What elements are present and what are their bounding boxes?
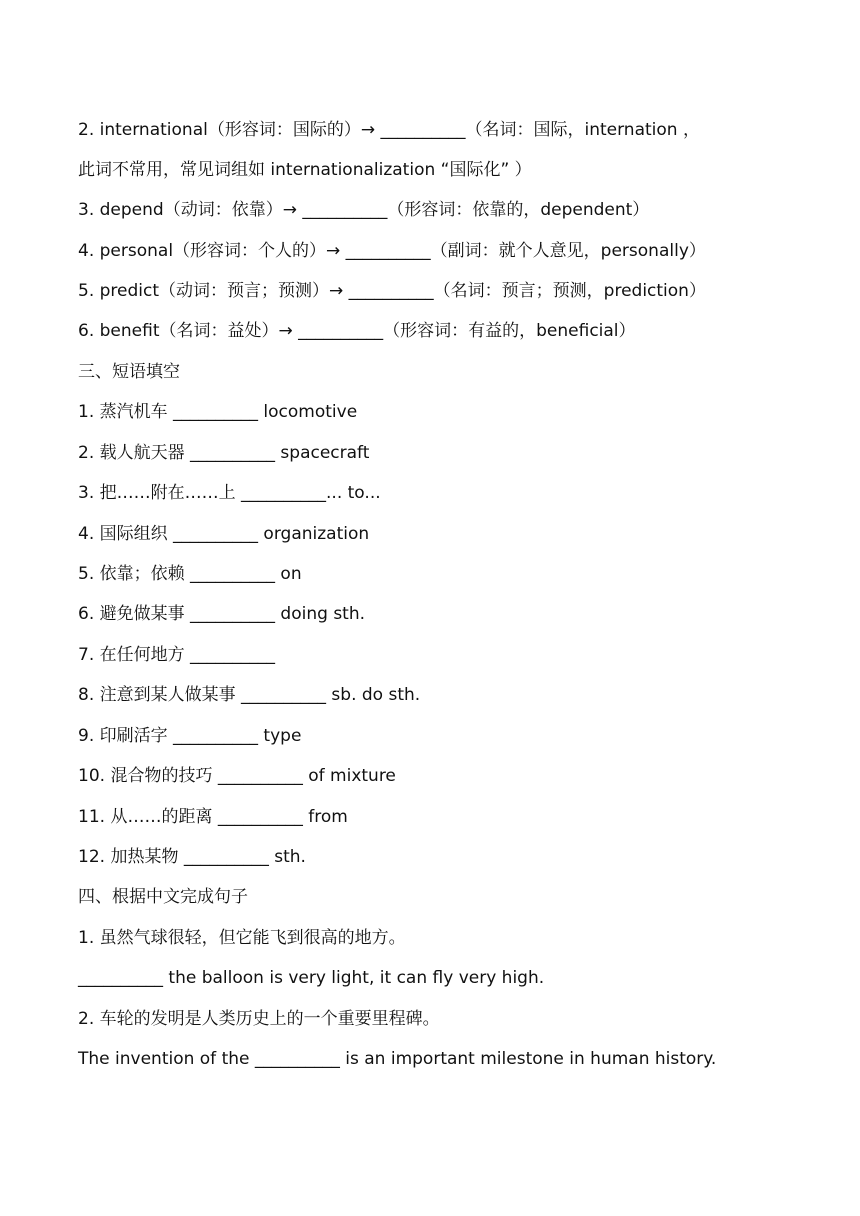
vocab-item-4: 4. personal（形容词：个人的）→ __________（副词：就个人意见，personally） (78, 241, 706, 261)
phrase-item-9: 9. 印刷活字 __________ type (78, 726, 302, 746)
sentence-1-prompt: 1. 虽然气球很轻，但它能飞到很高的地方。 (78, 928, 406, 948)
sentence-2-prompt: 2. 车轮的发明是人类历史上的一个重要里程碑。 (78, 1009, 440, 1029)
section-three-heading: 三、短语填空 (78, 362, 180, 382)
vocab-item-6: 6. benefit（名词：益处）→ __________（形容词：有益的，beneficial） (78, 321, 636, 341)
phrase-item-11: 11. 从……的距离 __________ from (78, 807, 348, 827)
sentence-1-answer-line: __________ the balloon is very light, it can fly very high. (78, 968, 545, 988)
phrase-item-12: 12. 加热某物 __________ sth. (78, 847, 306, 867)
vocab-item-2-line-2: 此词不常用，常见词组如 internationalization “国际化” ） (78, 160, 532, 180)
vocab-item-3: 3. depend（动词：依靠）→ __________（形容词：依靠的，dependent） (78, 200, 650, 220)
phrase-item-5: 5. 依靠；依赖 __________ on (78, 564, 302, 584)
phrase-item-8: 8. 注意到某人做某事 __________ sb. do sth. (78, 685, 421, 705)
vocab-item-2-line-1: 2. international（形容词：国际的）→ __________（名词：国际，internation ， (78, 120, 700, 140)
vocab-item-5: 5. predict（动词：预言；预测）→ __________（名词：预言；预测，prediction） (78, 281, 706, 301)
phrase-item-7: 7. 在任何地方 __________ (78, 645, 276, 665)
sentence-2-answer-line: The invention of the __________ is an important milestone in human history. (78, 1049, 717, 1069)
phrase-item-1: 1. 蒸汽机车 __________ locomotive (78, 402, 358, 422)
phrase-item-10: 10. 混合物的技巧 __________ of mixture (78, 766, 396, 786)
phrase-item-2: 2. 载人航天器 __________ spacecraft (78, 443, 370, 463)
phrase-item-6: 6. 避免做某事 __________ doing sth. (78, 604, 366, 624)
section-four-heading: 四、根据中文完成句子 (78, 887, 248, 907)
phrase-item-4: 4. 国际组织 __________ organization (78, 524, 370, 544)
phrase-item-3: 3. 把……附在……上 __________... to... (78, 483, 381, 503)
